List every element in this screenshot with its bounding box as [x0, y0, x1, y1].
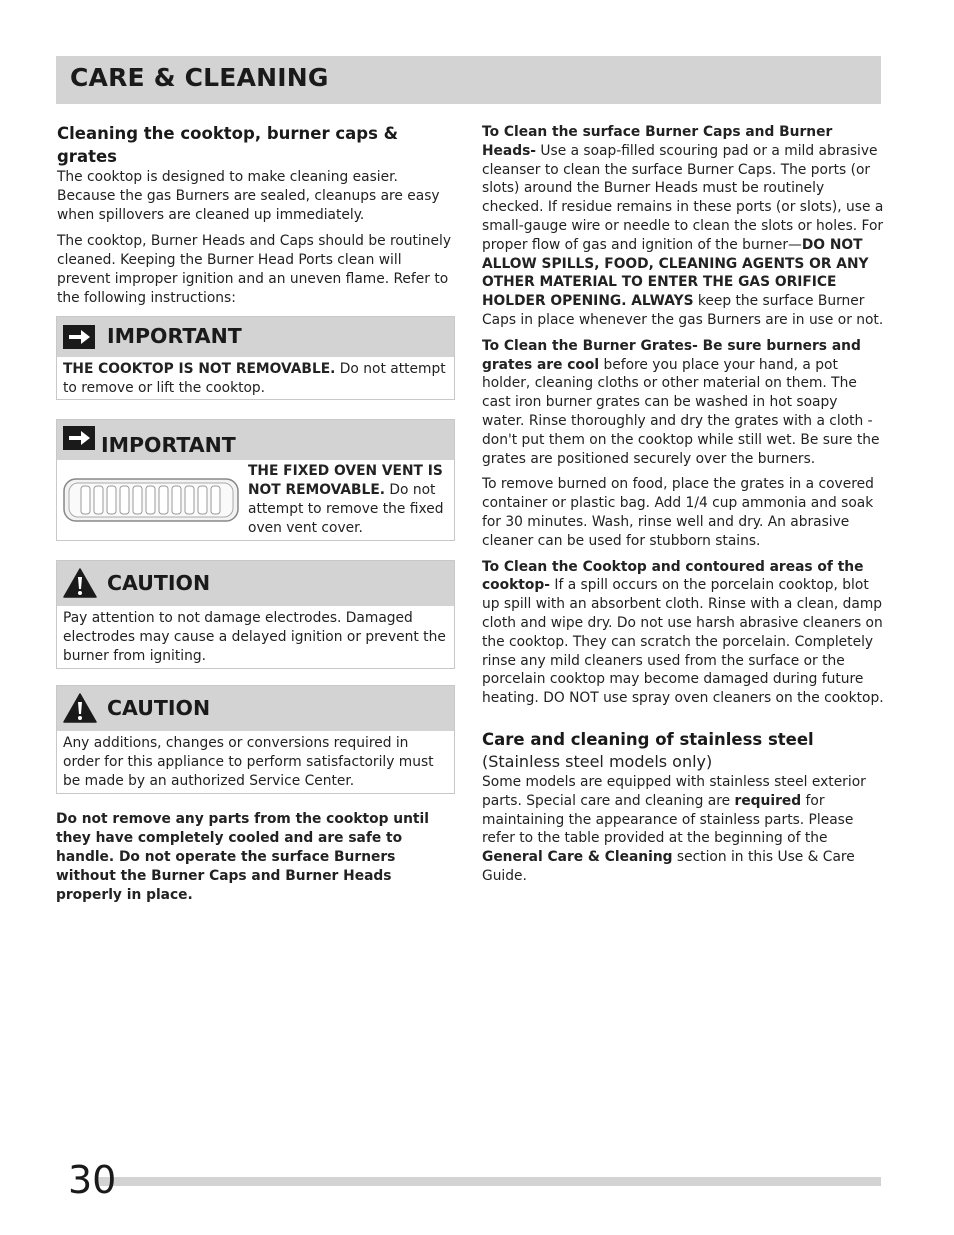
caution-box-electrodes — [56, 560, 455, 669]
page-number: 30 — [68, 1158, 117, 1202]
grates-text: before you place your hand, a pot holder, cleaning cloths or other material on them. The cast iron burner grates can be washed in hot soapy water. Rinse thoroughly and dry the grates with a cloth - don't put them on the cooktop while still wet. Be sure the grates are positioned securely over the burners. — [482, 356, 880, 467]
warning-triangle-icon — [63, 568, 97, 598]
important-header — [57, 420, 454, 460]
section-title: CARE & CLEANING — [70, 63, 329, 92]
important-header — [57, 317, 454, 357]
important-box-cooktop — [56, 316, 455, 400]
important-bold: THE FIXED OVEN VENT IS NOT REMOVABLE. — [248, 463, 443, 498]
stainless-text-1: Some models are equipped with stainless steel exterior parts. Special care and cleaning are — [482, 773, 866, 809]
cooktop-intro-1: The cooktop is designed to make cleaning easier. Because the gas Burners are sealed, cleanups are easy when spillovers are cleaned up immediately. — [57, 169, 440, 223]
cooktop-intro-2: The cooktop, Burner Heads and Caps should be routinely cleaned. Keeping the Burner Head Ports clean will prevent improper ignition and an uneven flame. Refer to the following instructions: — [57, 233, 451, 306]
oven-vent-illustration — [63, 478, 239, 522]
cooktop-bold-lead: To Clean the Cooktop and contoured areas of the cooktop- — [482, 558, 864, 594]
caution-label: CAUTION — [107, 571, 211, 595]
caution-body: Pay attention to not damage electrodes. Damaged electrodes may cause a delayed ignition or prevent the burner from igniting. — [63, 610, 446, 664]
stainless-subheading: (Stainless steel models only) — [482, 751, 713, 771]
stainless-text-2: for maintaining the appearance of stainless parts. Please refer to the table provided at the beginning of the — [482, 792, 854, 847]
burner-grates-paragraph — [482, 337, 884, 469]
important-text: Do not attempt to remove the fixed oven vent cover. — [248, 482, 444, 536]
important-body — [57, 357, 454, 402]
cooktop-paragraph — [482, 558, 884, 708]
section-header — [56, 56, 881, 104]
grates-bold-lead: To Clean the Burner Grates- Be sure burners and grates are cool — [482, 337, 861, 373]
stainless-text-3: section in this Use & Care Guide. — [482, 849, 855, 884]
important-bold: THE COOKTOP IS NOT REMOVABLE. — [63, 361, 336, 377]
caution-label: CAUTION — [107, 696, 211, 720]
caps-bold-warning: DO NOT ALLOW SPILLS, FOOD, CLEANING AGENTS OR ANY OTHER MATERIAL TO ENTER THE GAS ORIFICE HOLDER OPENING. ALWAYS — [482, 236, 869, 310]
caution-header — [57, 561, 454, 606]
important-body — [57, 460, 454, 540]
stainless-paragraph — [482, 773, 884, 886]
warning-triangle-icon — [63, 693, 97, 723]
important-label: IMPORTANT — [107, 324, 242, 348]
cooktop-heading: Cleaning the cooktop, burner caps & grates — [57, 124, 399, 166]
stainless-bold-2: General Care & Cleaning — [482, 849, 673, 866]
caps-text-end: keep the surface Burner Caps in place whenever the gas Burners are in use or not. — [482, 293, 884, 328]
stainless-heading: Care and cleaning of stainless steel — [482, 729, 814, 749]
burner-caps-paragraph — [482, 123, 884, 330]
stainless-bold-1: required — [734, 792, 802, 809]
right-column — [482, 123, 884, 886]
important-box-vent — [56, 419, 455, 541]
caution-body: Any additions, changes or conversions required in order for this appliance to perform satisfactorily must be made by an authorized Service Center. — [63, 735, 434, 789]
caution-box-service — [56, 685, 455, 794]
vent-warning-text — [248, 462, 448, 538]
important-label: IMPORTANT — [101, 433, 236, 457]
cooktop-text: If a spill occurs on the porcelain cooktop, blot up spill with an absorbent cloth. Rinse with a clean, damp cloth and wipe dry. Do not use harsh abrasive cleaners on the cooktop. They can scratch the porcelain. Completely rinse any mild cleaners used from the surface or the porcelain cooktop may become damaged during future heating. DO NOT use spray oven cleaners on the cooktop. — [482, 577, 884, 707]
burned-food-paragraph: To remove burned on food, place the grates in a covered container or plastic bag. Add 1/4 cup ammonia and soak for 30 minutes. Wash, rinse well and dry. An abrasive cleaner can be used for stubborn stains. — [482, 476, 874, 549]
arrow-right-icon — [63, 426, 95, 450]
caution-header — [57, 686, 454, 731]
left-column — [57, 122, 457, 308]
safety-note: Do not remove any parts from the cooktop until they have completely cooled and are safe to handle. Do not operate the surface Burners without the Burner Caps and Burner Heads properly in place. — [56, 811, 429, 903]
important-text: Do not attempt to remove or lift the cooktop. — [63, 361, 446, 396]
caps-bold-lead: To Clean the surface Burner Caps and Burner Heads- — [482, 124, 833, 159]
arrow-right-icon — [63, 325, 95, 349]
caps-text: Use a soap-filled scouring pad or a mild abrasive cleanser to clean the surface Burner Caps. The ports (or slots) around the Burner Heads must be routinely checked. If residue remains in these ports (or slots), use a small-gauge wire or needle to clean the slots or holes. For proper flow of gas and ignition of the burner— — [482, 142, 884, 253]
footer-bar — [98, 1177, 881, 1186]
